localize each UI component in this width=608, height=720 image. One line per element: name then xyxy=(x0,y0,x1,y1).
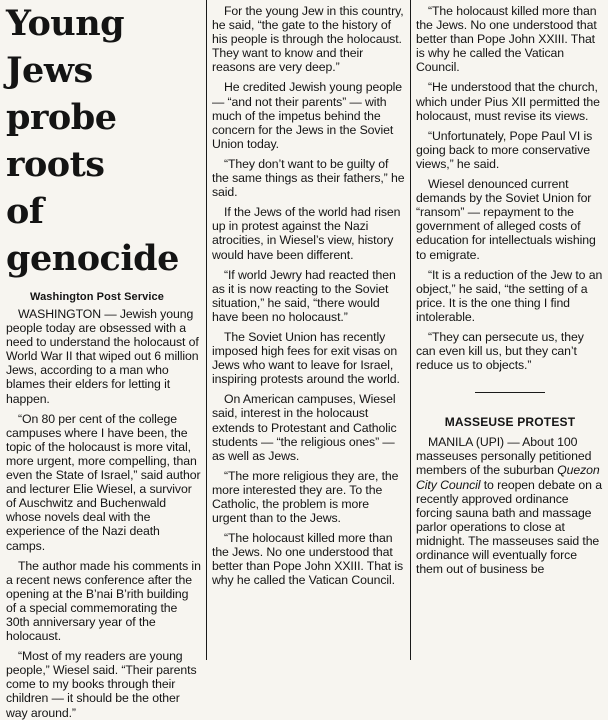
article-paragraph: “On 80 per cent of the college campuses where I have been, the topic of the holocaust is more vital, more urgent, more compelling, than even the State of Israel,” said author and lecturer Elie Wiesel, a survivor of Auschwitz and Buchenwald whose novels deal with the experience of the Nazi death camps. xyxy=(6,411,201,553)
article-paragraph: The Soviet Union has recently imposed high fees for exit visas on Jews who want to leave for Israel, inspiring protests around the world. xyxy=(212,329,400,387)
brief-text: to reopen debate on a recently approved ordinance forcing sauna bath and massage parlor operations to close at midnight. The masseuses said the ordinance will eventually force them out of business be xyxy=(416,477,602,577)
article-paragraph: If the Jews of the world had risen up in protest against the Nazi atrocities, in Wiesel’s view, history would have been different. xyxy=(212,205,401,262)
column-3 xyxy=(416,0,604,660)
column-1 xyxy=(6,0,201,720)
article-paragraph xyxy=(6,307,201,406)
column-divider xyxy=(206,0,207,660)
article-paragraph: “It is a reduction of the Jew to an object,” he said, “the setting of a price. It is the one thing I find intolerable. xyxy=(416,267,603,324)
headline-line: Young Jews xyxy=(6,3,125,91)
article-byline: Washington Post Service xyxy=(30,291,164,303)
brief-subhead: MASSEUSE PROTEST xyxy=(444,415,576,430)
article-paragraph: “Unfortunately, Pope Paul VI is going back to more conservative views,” he said. xyxy=(416,128,593,171)
article-paragraph: “The holocaust killed more than the Jews. No one understood that better than Pope John XXIII. That is why he called the Vatican Council. xyxy=(416,4,597,75)
article-paragraph: Wiesel denounced current demands by the Soviet Union for “ransom” — repayment to the government of alleged costs of education for intellectuals wishing to emigrate. xyxy=(416,177,596,262)
article-paragraph: “Most of my readers are young people,” Wiesel said. “Their parents come to my books through their children — it should be the other way around.” xyxy=(6,649,197,720)
column-divider xyxy=(410,0,411,660)
headline-line: probe roots xyxy=(6,97,117,185)
article-dateline: WASHINGTON — xyxy=(18,307,117,321)
article-paragraph: “They can persecute us, they can even kill us, but they can’t reduce us to objects.” xyxy=(416,329,584,373)
brief-paragraph xyxy=(416,435,604,576)
brief-text: About 100 masseuses personally petitioned members of the suburban xyxy=(416,435,592,478)
article-paragraph: He credited Jewish young people — “and not their parents” — with much of the impetus behind the concern for the Jews in the Soviet Union today. xyxy=(212,80,403,151)
article-paragraph: “The more religious they are, the more interested they are. To the Catholic, the problem is more urgent than to the Jews. xyxy=(212,468,399,526)
article-paragraph: On American campuses, Wiesel said, interest in the holocaust extends to Protestant and Catholic students — “the religious ones” — as well as Jews. xyxy=(212,392,397,463)
article-paragraph: The author made his comments in a recent news conference after the opening at the B’nai B’rith building of a special commemorating the 30th anniversary year of the holocaust. xyxy=(6,558,201,644)
paragraph-text: Jewish young people today are obsessed with a need to understand the holocaust of World War II that wiped out 6 million Jews, according to a man who blames their elders for letting it happen. xyxy=(6,307,199,406)
article-headline xyxy=(6,0,201,282)
headline-line: of genocide xyxy=(6,191,179,279)
article-paragraph: “They don’t want to be guilty of the same things as their fathers,” he said. xyxy=(212,156,405,200)
column-2 xyxy=(212,0,405,660)
article-paragraph: For the young Jew in this country, he said, “the gate to the history of his people is through the holocaust. They want to know and their reasons are very deep.” xyxy=(212,4,404,75)
article-paragraph: “The holocaust killed more than the Jews. No one understood that better than Pope John XXIII. That is why he called the Vatican Council. xyxy=(212,531,403,588)
article-paragraph: “If world Jewry had reacted then as it is now reacting to the Soviet situation,” he said, “there would have been no holocaust.” xyxy=(212,267,396,324)
brief-emphasis: Quezon City Council xyxy=(416,463,600,492)
brief-dateline: MANILA (UPI) — xyxy=(428,435,520,450)
section-divider xyxy=(475,392,545,393)
article-paragraph: “He understood that the church, which under Pius XII permitted the holocaust, must revise its views. xyxy=(416,80,600,123)
